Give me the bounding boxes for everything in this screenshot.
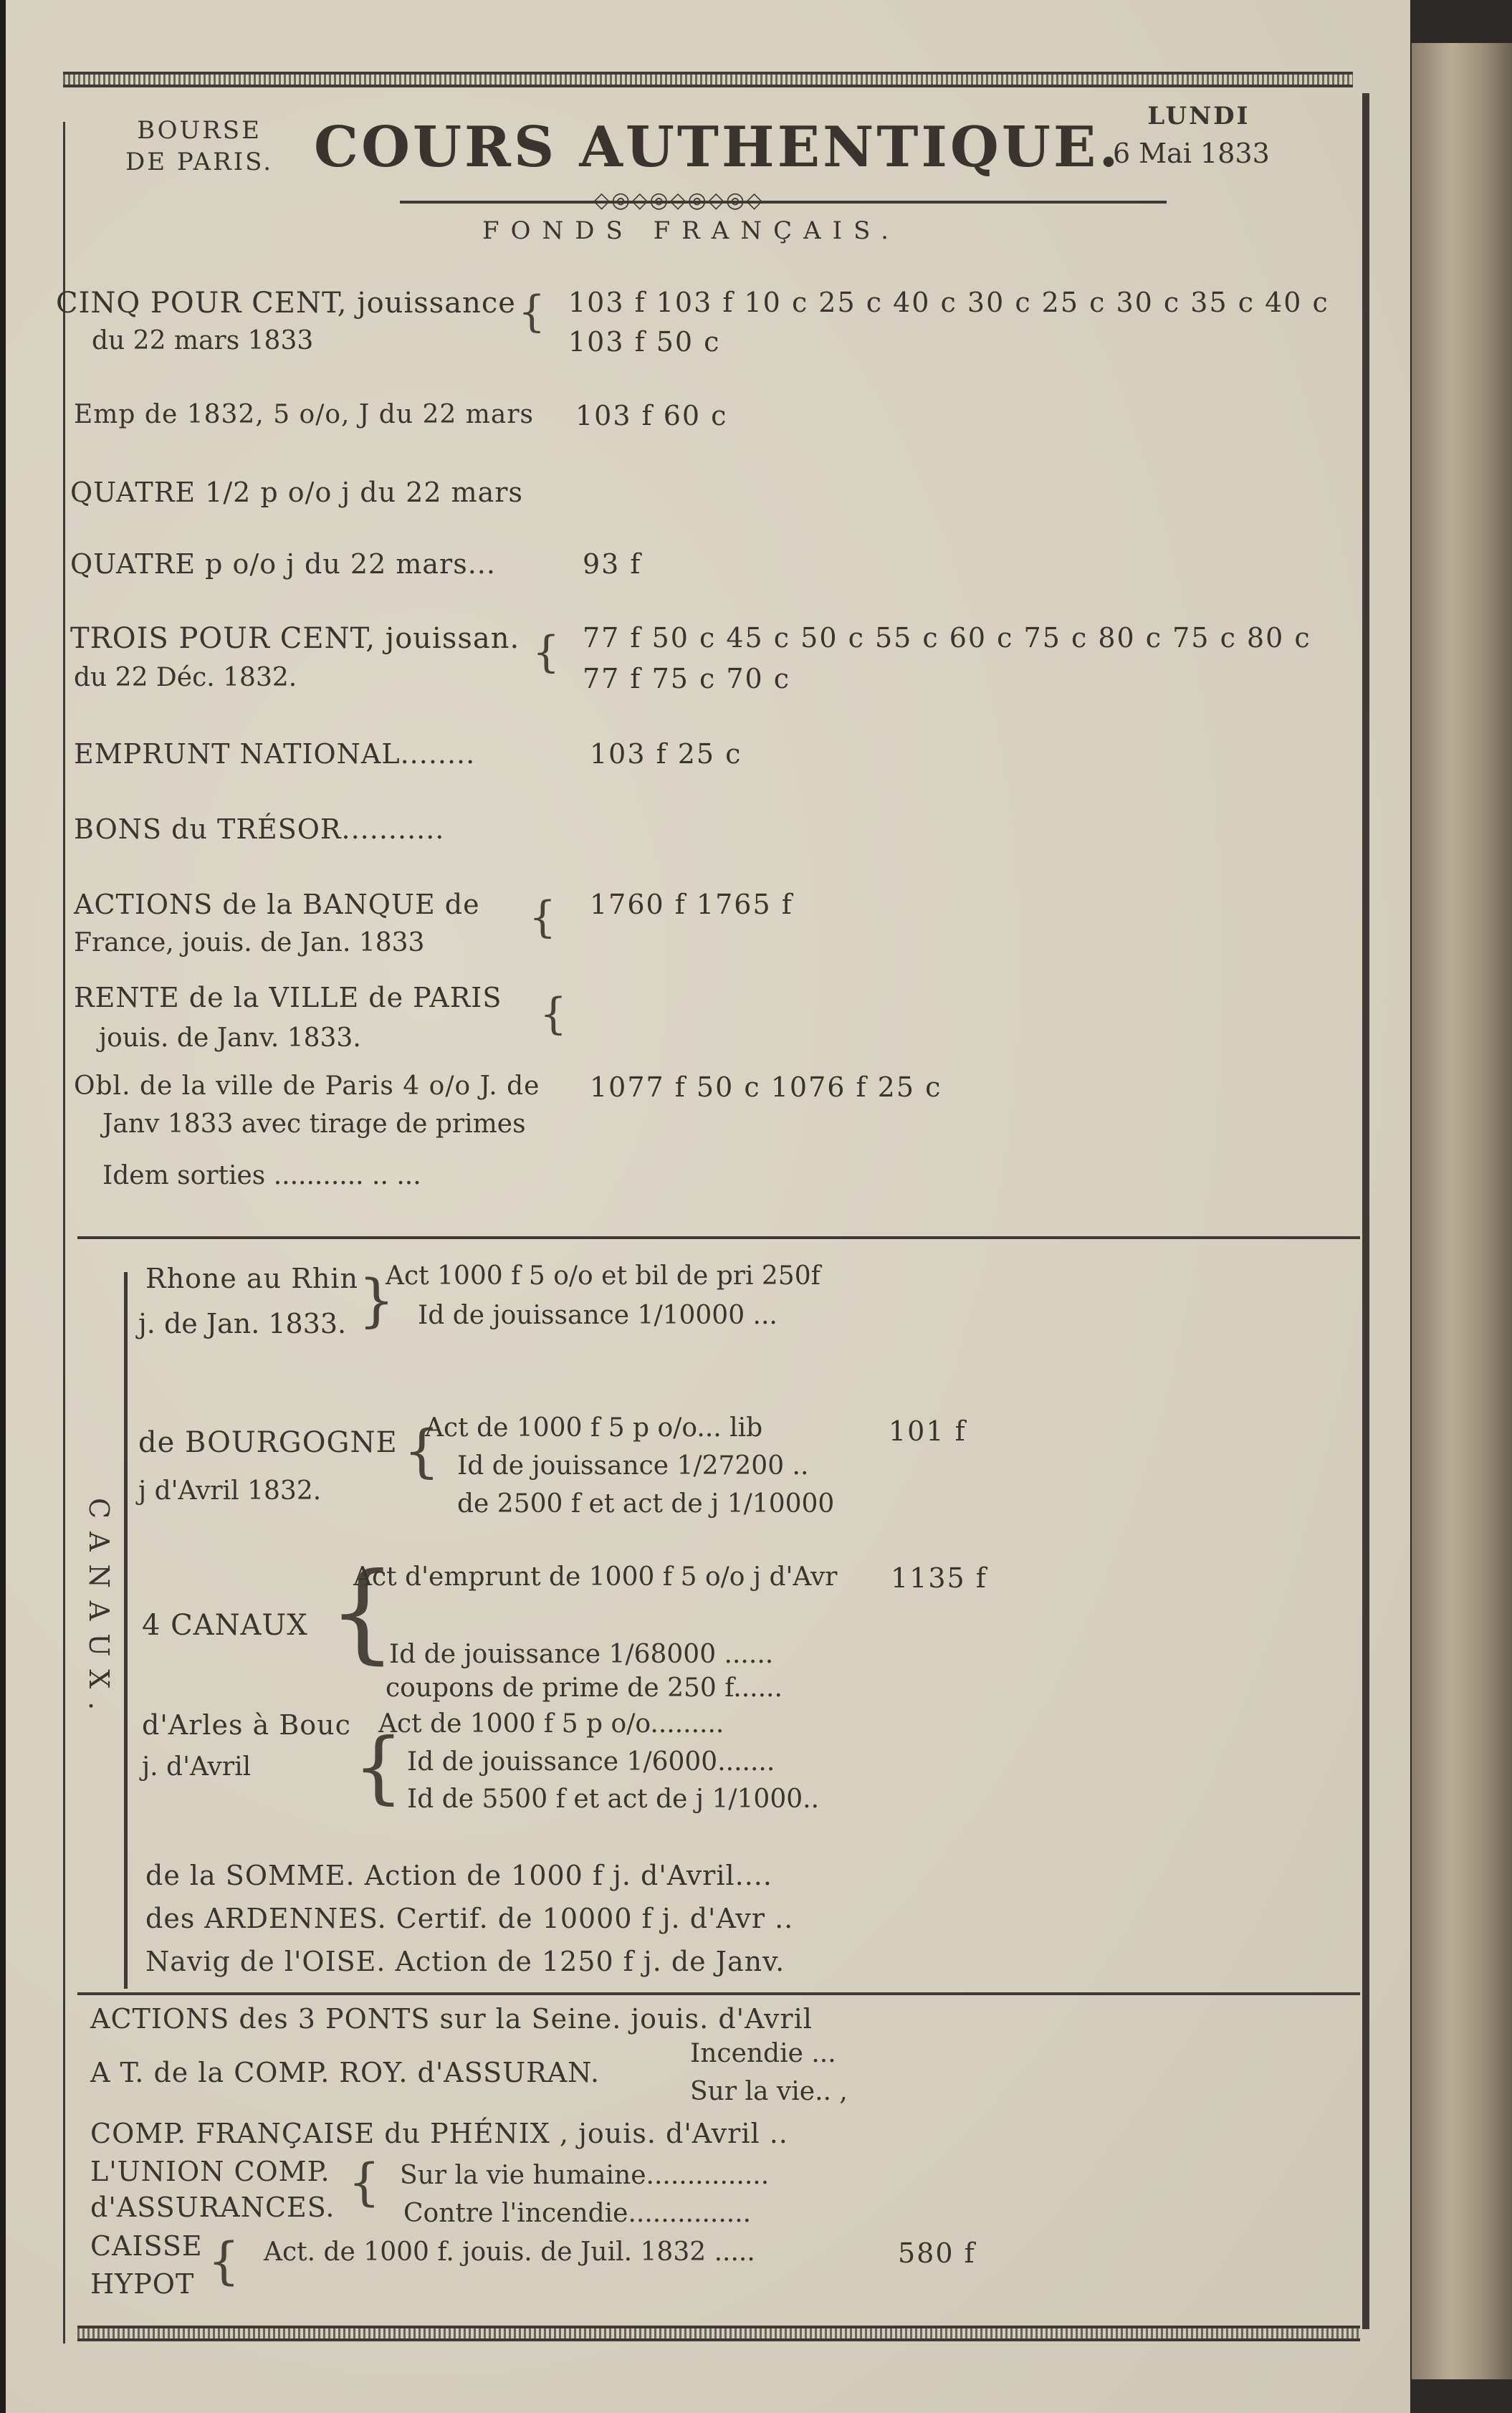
- fonds-label: Emp de 1832, 5 o/o, J du 22 mars: [74, 400, 534, 429]
- document-page: [6, 0, 1410, 2413]
- fonds-label: QUATRE 1/2 p o/o j du 22 mars: [70, 477, 523, 508]
- union-label: d'ASSURANCES.: [90, 2192, 335, 2223]
- fonds-label: RENTE de la VILLE de PARIS: [74, 982, 502, 1013]
- fonds-value: 103 f 60 c: [575, 400, 728, 431]
- canaux-vertical-label: CANAUX.: [83, 1498, 115, 1724]
- fonds-sublabel: France, jouis. de Jan. 1833: [74, 928, 425, 957]
- caisse-label: CAISSE: [90, 2230, 203, 2262]
- canal-line: Id de jouissance 1/27200 ..: [457, 1451, 809, 1481]
- bottom-rule: [77, 2326, 1360, 2341]
- canal-name: 4 CANAUX: [142, 1609, 308, 1642]
- canal-subname: j. d'Avril: [142, 1752, 252, 1782]
- canal-line: Act de 1000 f 5 p o/o... lib: [425, 1413, 763, 1443]
- brace: {: [540, 989, 568, 1039]
- section-separator: [77, 1992, 1360, 1995]
- union-label: L'UNION COMP.: [90, 2156, 330, 2187]
- brace: {: [518, 287, 546, 337]
- canal-value: 101 f: [889, 1415, 967, 1447]
- caisse-value: 580 f: [898, 2237, 976, 2269]
- brace: {: [348, 2153, 381, 2212]
- book-page-edges: [1412, 43, 1512, 2379]
- assurance-incendie: Incendie ...: [690, 2039, 836, 2068]
- canal-line: Id de jouissance 1/68000 ......: [389, 1640, 774, 1669]
- ponts-line: ACTIONS des 3 PONTS sur la Seine. jouis. d'Avril: [90, 2003, 813, 2035]
- caisse-line: Act. de 1000 f. jouis. de Juil. 1832 .....: [264, 2237, 755, 2267]
- brace: {: [353, 1721, 403, 1812]
- canaux-border: [124, 1272, 128, 1989]
- caisse-label: HYPOT: [90, 2268, 195, 2300]
- canal-value: 1135 f: [891, 1562, 987, 1594]
- section-title: FONDS FRANÇAIS.: [482, 216, 900, 245]
- canal-line: Act de 1000 f 5 p o/o.........: [378, 1709, 724, 1739]
- fonds-label: ACTIONS de la BANQUE de: [74, 889, 480, 920]
- fonds-label: TROIS POUR CENT, jouissan.: [70, 622, 520, 655]
- date-label: 6 Mai 1833: [1113, 138, 1270, 169]
- canal-line: Id de jouissance 1/6000.......: [407, 1747, 775, 1777]
- union-line: Contre l'incendie...............: [403, 2199, 752, 2228]
- canal-line: Act 1000 f 5 o/o et bil de pri 250f: [386, 1261, 820, 1291]
- canal-subname: j. de Jan. 1833.: [138, 1308, 347, 1339]
- fonds-label: EMPRUNT NATIONAL........: [74, 738, 476, 770]
- fonds-label: CINQ POUR CENT, jouissance: [56, 287, 516, 320]
- fonds-label: Obl. de la ville de Paris 4 o/o J. de: [74, 1071, 540, 1101]
- brace: {: [328, 1550, 397, 1675]
- canal-name: Rhone au Rhin: [145, 1263, 358, 1294]
- assurance-line: A T. de la COMP. ROY. d'ASSURAN.: [90, 2057, 601, 2088]
- fonds-sublabel: Idem sorties ........... .. ...: [102, 1161, 421, 1190]
- fonds-value: 77 f 50 c 45 c 50 c 55 c 60 c 75 c 80 c 75 c 80 c: [583, 622, 1311, 654]
- assurance-vie: Sur la vie.. ,: [690, 2077, 848, 2106]
- canal-line: de 2500 f et act de j 1/10000: [457, 1489, 835, 1519]
- union-line: Sur la vie humaine...............: [400, 2161, 770, 2190]
- brace: {: [529, 892, 557, 942]
- top-rule: [63, 72, 1353, 87]
- fonds-label: BONS du TRÉSOR...........: [74, 813, 445, 845]
- left-border: [63, 122, 65, 2343]
- page-title: COURS AUTHENTIQUE.: [314, 115, 1121, 180]
- canal-name: de BOURGOGNE: [138, 1426, 398, 1459]
- canal-line: de la SOMME. Action de 1000 f j. d'Avril....: [145, 1860, 772, 1891]
- brace: }: [358, 1267, 395, 1334]
- fonds-sublabel: du 22 mars 1833: [92, 326, 314, 355]
- brace: {: [208, 2232, 240, 2290]
- fonds-value: 1077 f 50 c 1076 f 25 c: [590, 1071, 942, 1103]
- fonds-value: 93 f: [583, 548, 642, 580]
- canal-subname: j d'Avril 1832.: [138, 1476, 322, 1506]
- phenix-line: COMP. FRANÇAISE du PHÉNIX , jouis. d'Avril ..: [90, 2118, 788, 2149]
- brace: {: [532, 627, 560, 677]
- fonds-sublabel: jouis. de Janv. 1833.: [99, 1023, 361, 1053]
- canal-name: d'Arles à Bouc: [142, 1709, 351, 1741]
- fonds-sublabel: du 22 Déc. 1832.: [74, 663, 297, 692]
- canal-line: Id de 5500 f et act de j 1/1000..: [407, 1784, 820, 1814]
- canal-line: Id de jouissance 1/10000 ...: [418, 1301, 777, 1330]
- right-border: [1362, 93, 1369, 2329]
- ornament: ◇◎◇◎◇◎◇◎◇: [593, 188, 765, 213]
- section-separator: [77, 1236, 1360, 1239]
- fonds-value: 103 f 50 c: [568, 326, 721, 358]
- fonds-value: 1760 f 1765 f: [590, 889, 793, 920]
- fonds-sublabel: Janv 1833 avec tirage de primes: [102, 1109, 526, 1139]
- canal-line: des ARDENNES. Certif. de 10000 f j. d'Avr ..: [145, 1903, 794, 1934]
- fonds-value: 103 f 103 f 10 c 25 c 40 c 30 c 25 c 30 c 35 c 40 c: [568, 287, 1329, 318]
- fonds-value: 77 f 75 c 70 c: [583, 663, 791, 694]
- day-label: LUNDI: [1147, 102, 1250, 130]
- brace: {: [403, 1418, 440, 1484]
- canal-line: coupons de prime de 250 f......: [386, 1673, 783, 1703]
- fonds-value: 103 f 25 c: [590, 738, 742, 770]
- canal-line: Act d'emprunt de 1000 f 5 o/o j d'Avr: [353, 1562, 838, 1592]
- canal-line: Navig de l'OISE. Action de 1250 f j. de Janv.: [145, 1946, 785, 1977]
- bourse-label: BOURSE DE PARIS.: [125, 116, 274, 176]
- ornament-rule: [400, 201, 1167, 204]
- fonds-label: QUATRE p o/o j du 22 mars...: [70, 548, 496, 580]
